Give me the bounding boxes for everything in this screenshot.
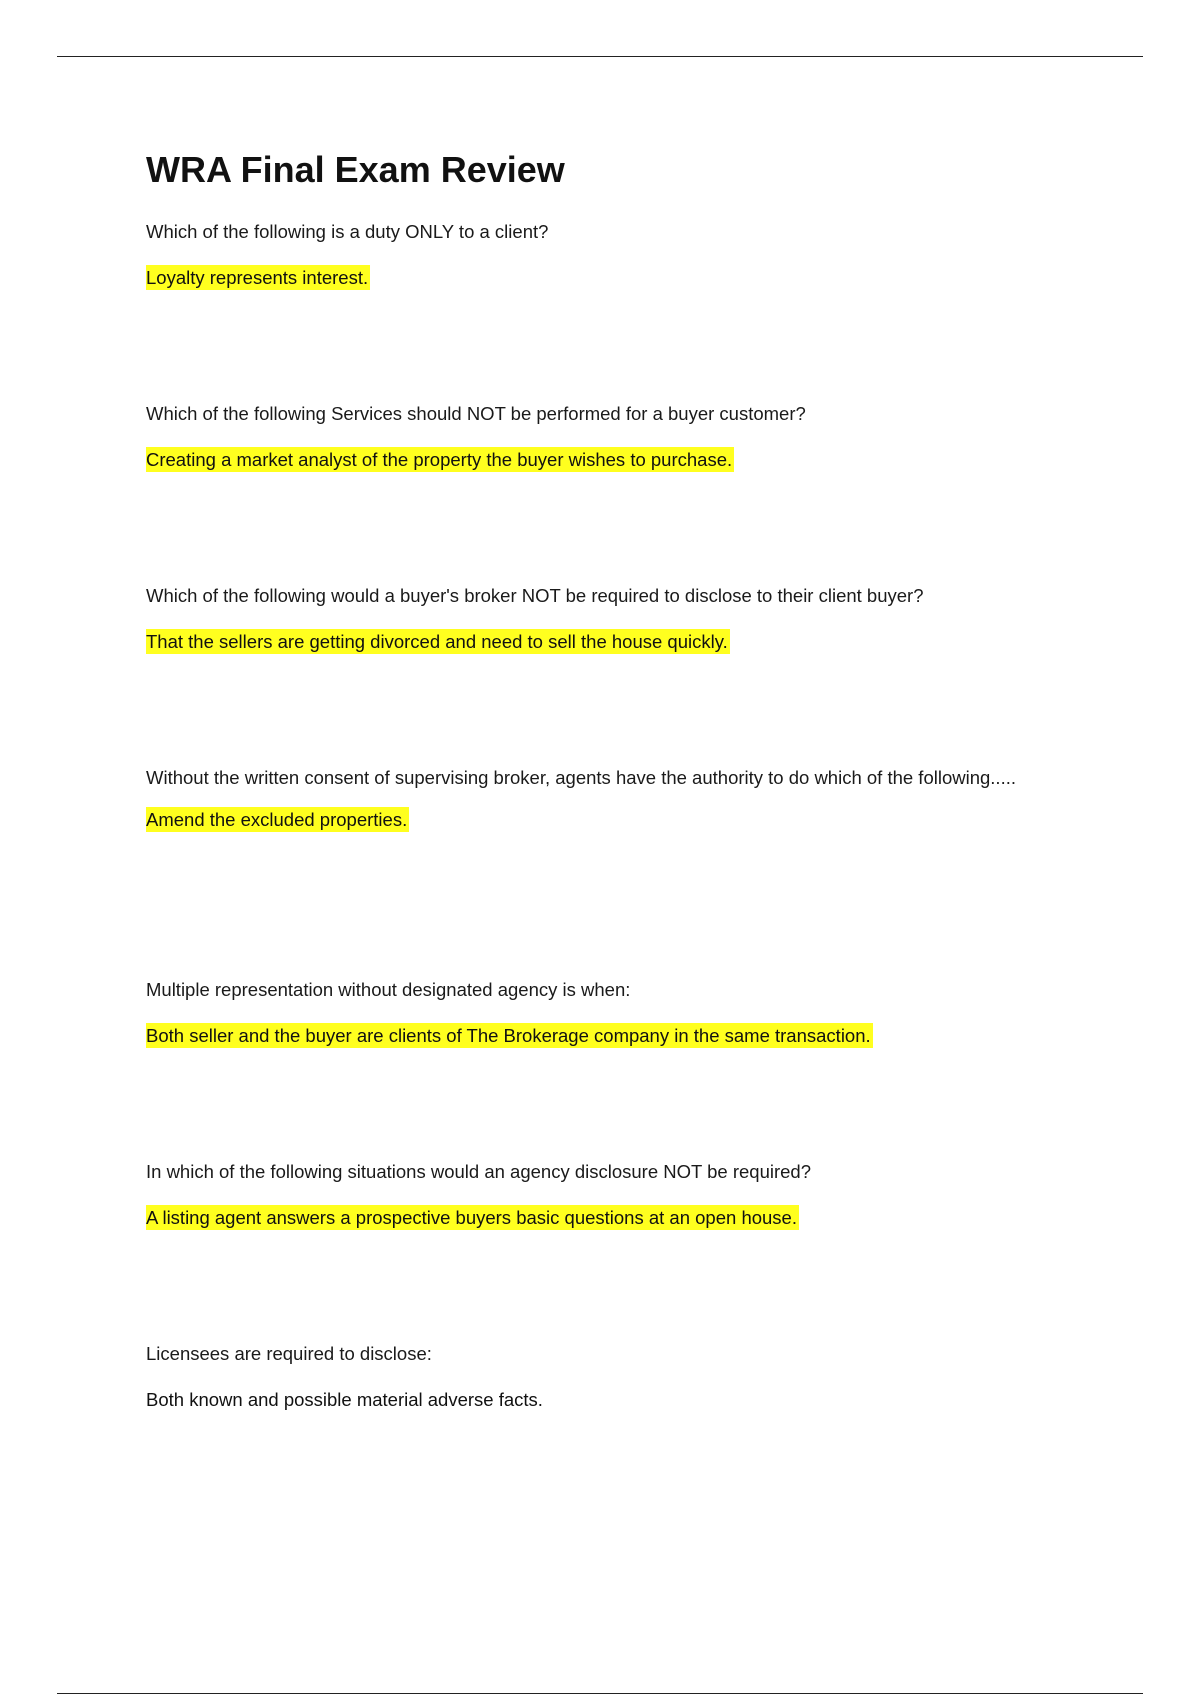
question-text: Multiple representation without designated agency is when: — [146, 979, 631, 1000]
question-text: Which of the following Services should NOT be performed for a buyer customer? — [146, 403, 806, 424]
answer-text: Both seller and the buyer are clients of The Brokerage company in the same transaction. — [146, 1025, 871, 1046]
qa-item-3 — [146, 581, 1026, 657]
question-text: In which of the following situations would an agency disclosure NOT be required? — [146, 1161, 812, 1182]
answer-text: Loyalty represents interest. — [146, 267, 369, 288]
answer-text: Both known and possible material adverse facts. — [146, 1389, 543, 1410]
answer-text: A listing agent answers a prospective buyers basic questions at an open house. — [146, 1207, 797, 1228]
qa-item-7 — [146, 1339, 1026, 1415]
question-text: Without the written consent of supervising broker, agents have the authority to do which of the following..... — [146, 767, 1016, 788]
qa-item-6 — [146, 1157, 1026, 1233]
qa-item-2 — [146, 399, 1026, 475]
qa-item-1 — [146, 217, 1026, 293]
question-text: Which of the following would a buyer's broker NOT be required to disclose to their client buyer? — [146, 585, 924, 606]
answer-text: That the sellers are getting divorced and need to sell the house quickly. — [146, 631, 728, 652]
qa-item-4 — [146, 763, 1026, 835]
answer-text: Amend the excluded properties. — [146, 809, 408, 830]
qa-item-5 — [146, 975, 1026, 1051]
question-text: Which of the following is a duty ONLY to a client? — [146, 221, 549, 242]
footer-rule — [57, 1693, 1143, 1694]
header-rule — [57, 56, 1143, 57]
document-title: WRA Final Exam Review — [146, 149, 565, 190]
question-text: Licensees are required to disclose: — [146, 1343, 432, 1364]
answer-text: Creating a market analyst of the property the buyer wishes to purchase. — [146, 449, 733, 470]
